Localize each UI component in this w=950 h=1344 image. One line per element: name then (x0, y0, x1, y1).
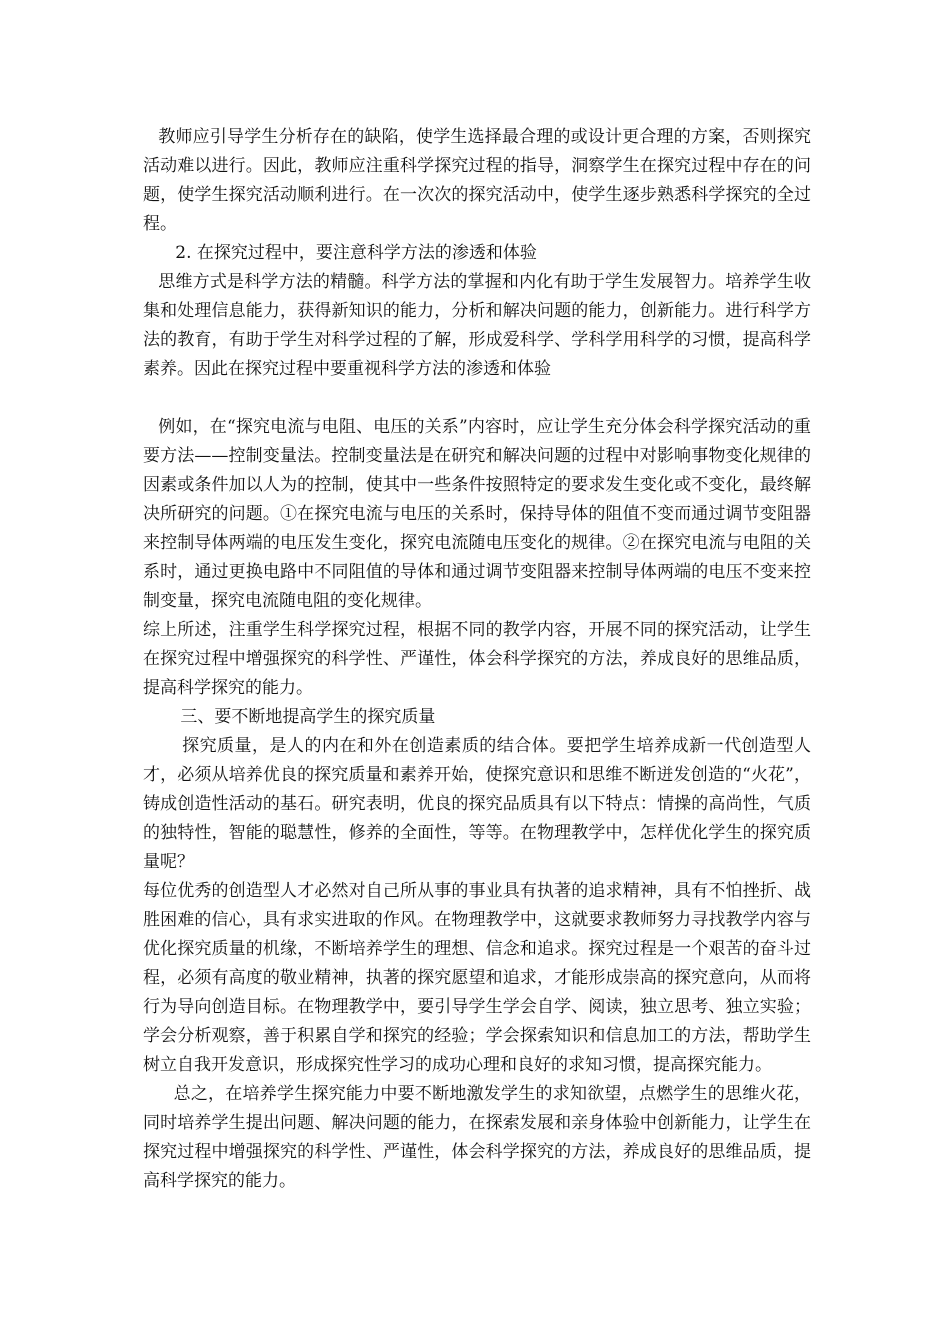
blank-line (143, 384, 811, 413)
paragraph-teacher-guidance: 教师应引导学生分析存在的缺陷，使学生选择最合理的或设计更合理的方案，否则探究活动难以进行。因此，教师应注重科学探究过程的指导，洞察学生在探究过程中存在的问题，使学生探究活动顺利进行。在一次次的探究活动中，使学生逐步熟悉科学探究的全过程。 (143, 127, 811, 234)
section-heading-2: 2. 在探究过程中，要注意科学方法的渗透和体验 (175, 243, 537, 263)
paragraph-inquiry-quality: 探究质量，是人的内在和外在创造素质的结合体。要把学生培养成新一代创造型人 才，必须从培养优良的探究质量和素养开始，使探究意识和思维不断迸发创造的“火花”，铸成创造性活动的基石。研究表明，优良的探究品质具有以下特点：情操的高尚性，气质的独特性，智能的聪慧性，修养的全面性，等等。在物理教学中，怎样优化学生的探究质量呢？ (143, 736, 811, 872)
paragraph-example-control-variable: 例如，在“探究电流与电阻、电压的关系”内容时，应让学生充分体会科学探究活动的重要方法——控制变量法。控制变量法是在研究和解决问题的过程中对影响事物变化规律的因素或条件加以人为的控制，使其中一些条件按照特定的要求发生变化或不变化，最终解决所研究的问题。①在探究电流与电压的关系时，保持导体的阻值不变而通过调节变阻器来控制导体两端的电压发生变化，探究电流随电压变化的规律。②在探究电流与电阻的关系时，通过更换电路中不同阻值的导体和通过调节变阻器来控制导体两端的电压不变来控制变量，探究电流随电阻的变化规律。 (143, 417, 811, 611)
document-page (143, 123, 811, 1196)
paragraph-creative-talent: 每位优秀的创造型人才必然对自己所从事的事业具有执著的追求精神，具有不怕挫折、战胜困难的信心，具有求实进取的作风。在物理教学中，这就要求教师努力寻找教学内容与优化探究质量的机缘，不断培养学生的理想、信念和追求。探究过程是一个艰苦的奋斗过程，必须有高度的敬业精神，执著的探究愿望和追求，才能形成崇高的探究意向，从而将行为导向创造目标。在物理教学中，要引导学生学会自学、阅读，独立思考、独立实验；学会分析观察，善于积累自学和探究的经验；学会探索知识和信息加工的方法，帮助学生树立自我开发意识，形成探究性学习的成功心理和良好的求知习惯，提高探究能力。 (143, 881, 811, 1075)
section-heading-3: 三、要不断地提高学生的探究质量 (180, 707, 436, 727)
paragraph-conclusion: 总之，在培养学生探究能力中要不断地激发学生的求知欲望，点燃学生的思维火花，同时培养学生提出问题、解决问题的能力，在探索发展和亲身体验中创新能力，让学生在探究过程中增强探究的科学性、严谨性，体会科学探究的方法，养成良好的思维品质，提高科学探究的能力。 (143, 1084, 811, 1191)
paragraph-summary-1: 综上所述，注重学生科学探究过程，根据不同的教学内容，开展不同的探究活动，让学生在探究过程中增强探究的科学性、严谨性，体会科学探究的方法，养成良好的思维品质，提高科学探究的能力。 (143, 620, 811, 698)
paragraph-scientific-method: 思维方式是科学方法的精髓。科学方法的掌握和内化有助于学生发展智力。培养学生收集和处理信息能力，获得新知识的能力，分析和解决问题的能力，创新能力。进行科学方法的教育，有助于学生对科学过程的了解，形成爱科学、学科学用科学的习惯，提高科学素养。因此在探究过程中要重视科学方法的渗透和体验 (143, 272, 811, 379)
